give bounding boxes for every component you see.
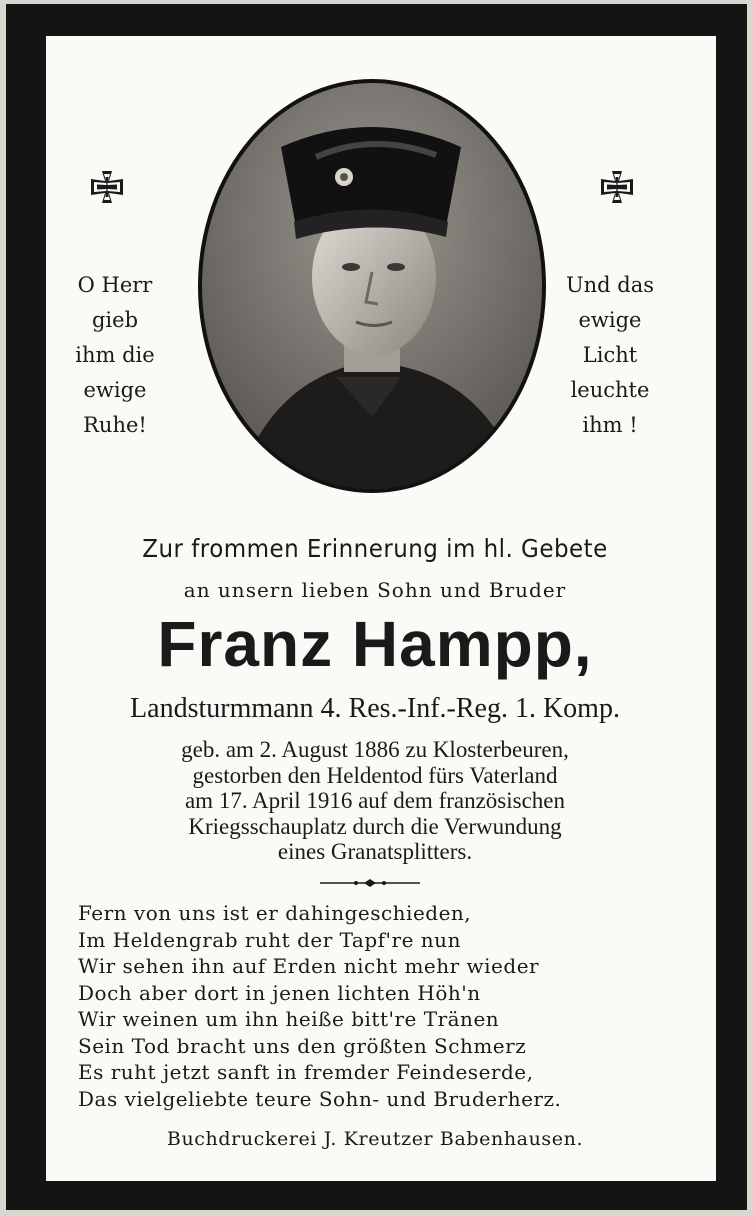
poem-line: Im Heldengrab ruht der Tapf're nun (78, 927, 461, 952)
verse-line: ihm ! (582, 413, 638, 437)
poem-line: Das vielgeliebte teure Sohn- und Bruderherz. (78, 1086, 562, 1111)
portrait-photo (196, 77, 548, 495)
memorial-heading: Zur frommen Erinnerung im hl. Gebete (142, 534, 608, 563)
poem-line: Doch aber dort in jenen lichten Höh'n (78, 980, 481, 1005)
memorial-poem (78, 900, 698, 1112)
printer-credit: Buchdruckerei J. Kreutzer Babenhausen. (166, 1128, 584, 1150)
verse-right (535, 268, 685, 443)
verse-left (40, 268, 190, 443)
verse-line: gieb (91, 308, 139, 332)
ornament-divider (320, 878, 420, 888)
verse-line: Ruhe! (83, 413, 147, 437)
military-rank: Landsturmmann 4. Res.-Inf.-Reg. 1. Komp. (130, 693, 620, 724)
poem-line: Sein Tod bracht uns den größten Schmerz (78, 1033, 527, 1058)
biography (40, 737, 710, 865)
bio-line: am 17. April 1916 auf dem französischen (184, 788, 566, 813)
poem-line: Fern von uns ist er dahingeschieden, (78, 901, 472, 925)
dedication-line: an unsern lieben Sohn und Bruder (183, 578, 567, 602)
poem-line: Es ruht jetzt sanft in fremder Feindeserde, (78, 1060, 534, 1084)
iron-cross-icon (600, 170, 634, 204)
poem-line: Wir weinen um ihn heiße bitt're Tränen (78, 1007, 500, 1031)
verse-line: ihm die (75, 343, 155, 367)
bio-line: eines Granatsplitters. (277, 839, 473, 864)
verse-line: ewige (83, 378, 147, 402)
deceased-name: Franz Hampp, (157, 608, 593, 680)
bio-line: geb. am 2. August 1886 zu Klosterbeuren, (181, 737, 569, 762)
verse-line: Und das (565, 273, 655, 297)
bio-line: Kriegsschauplatz durch die Verwundung (188, 813, 562, 839)
bio-line: gestorben den Heldentod fürs Vaterland (192, 762, 558, 788)
iron-cross-icon (90, 170, 124, 204)
verse-line: Licht (582, 343, 638, 367)
verse-line: ewige (578, 308, 642, 332)
poem-line: Wir sehen ihn auf Erden nicht mehr wieder (78, 954, 540, 978)
verse-line: leuchte (570, 378, 650, 402)
verse-line: O Herr (77, 273, 153, 297)
